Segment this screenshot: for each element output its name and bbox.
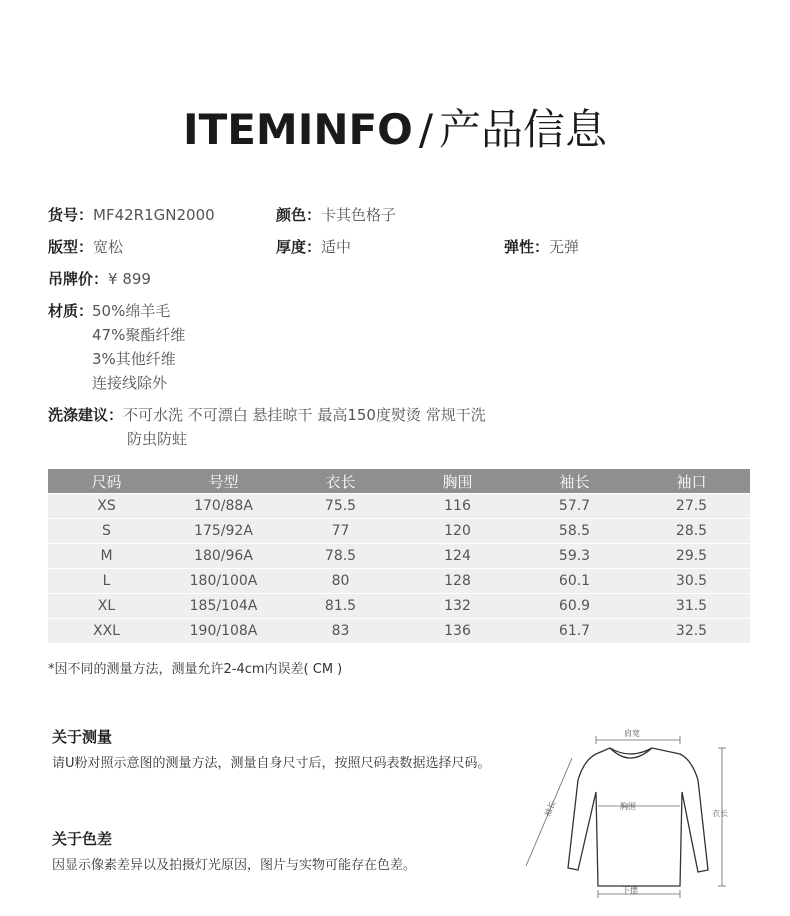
sweater-outline [568, 748, 708, 886]
wash-line: 不可水洗 不可漂白 悬挂晾干 最高150度熨烫 常规干洗 [123, 406, 486, 424]
item-number-label: 货号： [48, 206, 94, 224]
wash-line: 防虫防蛀 [127, 430, 188, 448]
material-line: 连接线除外 [92, 374, 168, 392]
table-cell: 185/104A [165, 594, 282, 619]
chest-label: 胸围 [620, 802, 636, 811]
table-cell: 132 [399, 594, 516, 619]
table-cell: 190/108A [165, 619, 282, 644]
title-en: ITEMINFO [182, 105, 413, 154]
table-cell: M [48, 544, 165, 569]
thickness-info [276, 236, 351, 258]
color-value: 卡其色格子 [321, 206, 397, 224]
size-table [48, 469, 750, 643]
item-number-value: MF42R1GN2000 [93, 206, 215, 224]
table-cell: 30.5 [633, 569, 750, 594]
table-row [48, 544, 750, 569]
table-cell: 77 [282, 519, 399, 544]
measure-heading: 关于测量 [52, 728, 113, 746]
table-cell: 136 [399, 619, 516, 644]
title-separator: / [418, 105, 434, 154]
item-number [48, 204, 215, 226]
table-cell: XXL [48, 619, 165, 644]
table-cell: 61.7 [516, 619, 633, 644]
sleeve-label: 袖长 [542, 799, 558, 818]
table-cell: 31.5 [633, 594, 750, 619]
material-line: 50%绵羊毛 [92, 302, 171, 320]
table-row [48, 594, 750, 619]
price-value: ¥ 899 [108, 270, 151, 288]
measure-lines [526, 736, 726, 898]
table-cell: 80 [282, 569, 399, 594]
measurement-diagram [512, 720, 762, 900]
elasticity-value: 无弹 [549, 238, 580, 256]
page-title [0, 104, 790, 156]
table-cell: 32.5 [633, 619, 750, 644]
table-cell: 60.1 [516, 569, 633, 594]
elasticity-info [504, 236, 579, 258]
table-row [48, 519, 750, 544]
table-cell: 60.9 [516, 594, 633, 619]
color-diff-heading: 关于色差 [52, 830, 113, 848]
table-cell: 120 [399, 519, 516, 544]
table-cell: 59.3 [516, 544, 633, 569]
fit-info [48, 236, 123, 258]
table-row [48, 569, 750, 594]
material-line: 3%其他纤维 [92, 350, 176, 368]
table-header: 袖长 [516, 469, 633, 494]
table-cell: 28.5 [633, 519, 750, 544]
table-header: 衣长 [282, 469, 399, 494]
thickness-value: 适中 [321, 238, 352, 256]
hem-label: 下摆 [622, 886, 638, 895]
measure-text: 请U粉对照示意图的测量方法，测量自身尺寸后，按照尺码表数据选择尺码。 [52, 756, 491, 771]
table-cell: 180/96A [165, 544, 282, 569]
table-cell: 175/92A [165, 519, 282, 544]
table-cell: 75.5 [282, 494, 399, 519]
table-cell: 81.5 [282, 594, 399, 619]
color-diff-text: 因显示像素差异以及拍摄灯光原因，图片与实物可能存在色差。 [52, 858, 417, 873]
table-row [48, 494, 750, 519]
table-header: 号型 [165, 469, 282, 494]
table-cell: 58.5 [516, 519, 633, 544]
table-cell: XL [48, 594, 165, 619]
table-cell: 128 [399, 569, 516, 594]
thickness-label: 厚度： [276, 238, 322, 256]
table-header-row [48, 469, 750, 494]
table-cell: L [48, 569, 165, 594]
table-cell: 170/88A [165, 494, 282, 519]
material-info [48, 300, 93, 322]
table-cell: 57.7 [516, 494, 633, 519]
table-header: 胸围 [399, 469, 516, 494]
table-cell: 78.5 [282, 544, 399, 569]
elasticity-label: 弹性： [504, 238, 550, 256]
fit-label: 版型： [48, 238, 94, 256]
table-header: 尺码 [48, 469, 165, 494]
fit-value: 宽松 [93, 238, 124, 256]
measurement-note: *因不同的测量方法，测量允许2-4cm内误差( CM ) [48, 662, 343, 677]
table-row [48, 619, 750, 644]
color-info [276, 204, 396, 226]
price-info [48, 268, 151, 290]
table-cell: 29.5 [633, 544, 750, 569]
table-cell: XS [48, 494, 165, 519]
table-header: 袖口 [633, 469, 750, 494]
table-cell: S [48, 519, 165, 544]
title-cn: 产品信息 [439, 105, 608, 154]
wash-info [48, 404, 486, 426]
color-label: 颜色： [276, 206, 322, 224]
table-cell: 180/100A [165, 569, 282, 594]
wash-label: 洗涤建议： [48, 406, 124, 424]
price-label: 吊牌价： [48, 270, 109, 288]
material-label: 材质： [48, 302, 94, 320]
material-line: 47%聚酯纤维 [92, 326, 186, 344]
table-cell: 27.5 [633, 494, 750, 519]
table-cell: 116 [399, 494, 516, 519]
shoulder-label: 肩宽 [624, 729, 640, 738]
length-label: 衣长 [712, 809, 728, 818]
table-cell: 83 [282, 619, 399, 644]
table-cell: 124 [399, 544, 516, 569]
